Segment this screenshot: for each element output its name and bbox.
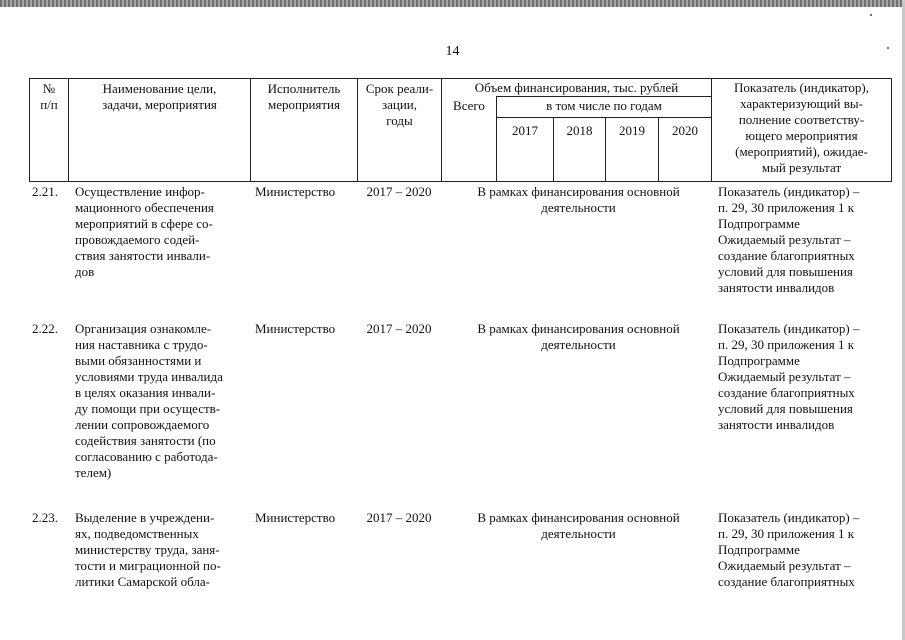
- row-num: 2.22.: [32, 321, 58, 336]
- header-total: Всего: [453, 98, 485, 113]
- header-num: № п/п: [40, 81, 58, 112]
- row-executor: Министерство: [255, 321, 336, 336]
- page-number: 14: [445, 44, 460, 59]
- header-executor: Исполнитель мероприятия: [267, 81, 341, 112]
- row-term: 2017 – 2020: [366, 510, 432, 525]
- row-name: Осуществление инфор- мационного обеспечения мероприятий в сфере со- провождаемого содей- ствия занятости инвали- дов: [75, 184, 214, 279]
- header-indicator: Показатель (индикатор), характеризующий вы- полнение соответству- ющего мероприятия (мероприятий), ожидае- мый результат: [734, 80, 869, 175]
- grid-line: [29, 78, 892, 79]
- row-indicator: Показатель (индикатор) – п. 29, 30 приложения 1 к Подпрограмме Ожидаемый результат – создание благоприятных: [718, 510, 860, 589]
- grid-line: [496, 96, 711, 97]
- grid-line: [29, 181, 892, 182]
- header-by-years: в том числе по годам: [546, 98, 662, 113]
- scan-edge-top: [0, 0, 905, 7]
- row-indicator: Показатель (индикатор) – п. 29, 30 приложения 1 к Подпрограмме Ожидаемый результат – создание благоприятных условий для повышения занятости инвалидов: [718, 184, 860, 295]
- scan-dot: [870, 14, 872, 16]
- header-year-2019: 2019: [619, 123, 645, 138]
- row-funding: В рамках финансирования основной деятельности: [477, 321, 680, 352]
- row-name: Выделение в учреждени- ях, подведомственных министерству труда, заня- тости и миграционной по- литики Самарской обла-: [75, 510, 221, 589]
- header-term: Срок реали- зации, годы: [365, 81, 434, 128]
- header-year-2018: 2018: [566, 123, 593, 138]
- row-indicator: Показатель (индикатор) – п. 29, 30 приложения 1 к Подпрограмме Ожидаемый результат – создание благоприятных условий для повышения занятости инвалидов: [718, 321, 860, 432]
- row-num: 2.23.: [32, 510, 58, 525]
- header-year-2017: 2017: [512, 123, 538, 138]
- row-executor: Министерство: [255, 510, 336, 525]
- row-funding: В рамках финансирования основной деятельности: [477, 184, 680, 215]
- row-funding: В рамках финансирования основной деятельности: [477, 510, 680, 541]
- header-name: Наименование цели, задачи, мероприятия: [102, 81, 217, 112]
- grid-line: [496, 117, 711, 118]
- row-name: Организация ознакомле- ния наставника с трудо- выми обязанностями и условиями труда инвалида в целях оказания инвали- ду помощи при осуществ- лении сопровождаемого содействия занятости (по согласованию с работода- телем): [75, 321, 223, 480]
- header-year-2020: 2020: [672, 123, 698, 138]
- row-num: 2.21.: [32, 184, 58, 199]
- row-executor: Министерство: [255, 184, 336, 199]
- grid-line: [891, 78, 892, 182]
- header-funding: Объем финансирования, тыс. рублей: [474, 80, 679, 95]
- row-term: 2017 – 2020: [366, 184, 432, 199]
- row-term: 2017 – 2020: [366, 321, 432, 336]
